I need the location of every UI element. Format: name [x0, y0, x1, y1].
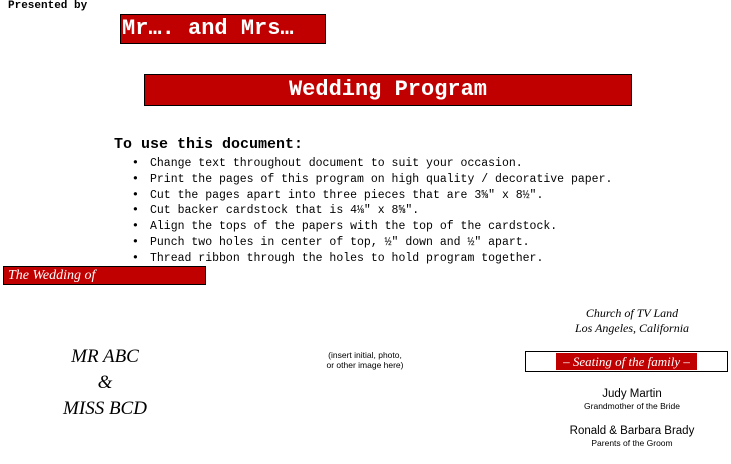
instruction-item: • Cut backer cardstock that is 4⅛" x 8⅝".: [132, 202, 612, 218]
seating-title: – Seating of the family –: [556, 353, 697, 370]
instruction-item: • Punch two holes in center of top, ½" down and ½" apart.: [132, 234, 612, 250]
family-member-role: Grandmother of the Bride: [584, 401, 680, 411]
instruction-item: • Cut the pages apart into three pieces that are 3⅝" x 8½".: [132, 187, 612, 203]
instructions-list: [132, 155, 612, 266]
church-name: Church of TV Land: [585, 306, 679, 320]
image-placeholder: [300, 350, 430, 370]
instruction-item: • Thread ribbon through the holes to hold program together.: [132, 250, 612, 266]
church-info: [552, 306, 712, 336]
groom-name: MR ABC: [71, 346, 139, 367]
couple-banner: Mr…. and Mrs…: [120, 14, 326, 44]
instruction-item: • Align the tops of the papers with the top of the cardstock.: [132, 218, 612, 234]
instructions-title: To use this document:: [114, 136, 304, 153]
family-list: [552, 388, 712, 462]
image-placeholder-line: or other image here): [326, 360, 404, 370]
bride-name: MISS BCD: [63, 398, 147, 419]
church-location: Los Angeles, California: [574, 321, 690, 335]
instruction-item: • Change text throughout document to suit your occasion.: [132, 155, 612, 171]
image-placeholder-line: (insert initial, photo,: [328, 350, 402, 360]
seating-title-bar: [525, 351, 728, 372]
ampersand: &: [97, 372, 113, 393]
family-member-name: Judy Martin: [602, 388, 662, 400]
presented-by-label: Presented by: [8, 0, 88, 12]
family-member-role: Parents of the Groom: [591, 438, 673, 448]
instruction-item: • Print the pages of this program on high quality / decorative paper.: [132, 171, 612, 187]
wedding-of-banner: The Wedding of: [3, 266, 206, 285]
program-title-banner: Wedding Program: [144, 74, 632, 106]
couple-names: [40, 344, 170, 422]
family-member-name: Ronald & Barbara Brady: [569, 425, 695, 437]
